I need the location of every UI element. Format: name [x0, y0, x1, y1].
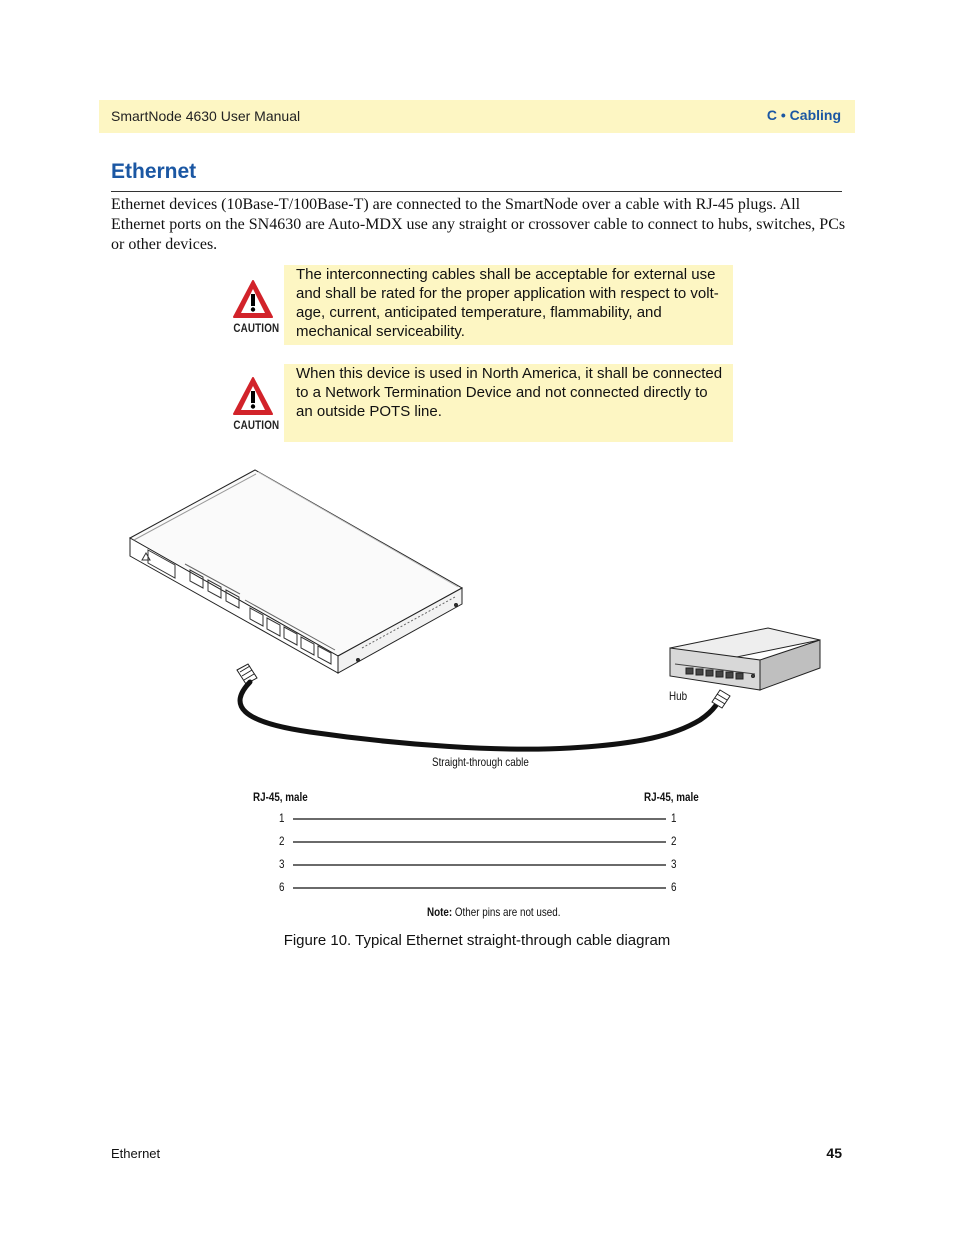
- left-pin-label: 3: [279, 857, 285, 871]
- section-title: Ethernet: [111, 160, 197, 183]
- title-rule: [111, 191, 842, 192]
- caution-text-box-2: [284, 364, 733, 442]
- hub-label: Hub: [669, 689, 688, 703]
- note-text: Other pins are not used.: [454, 905, 561, 919]
- right-pin-label: 2: [671, 834, 677, 848]
- right-pin-label: 6: [671, 880, 677, 894]
- caution-label: CAUTION: [233, 418, 280, 432]
- smartnode-device-illustration: [130, 470, 462, 673]
- running-header: [99, 100, 855, 133]
- chapter-section: C • Cabling: [766, 107, 841, 123]
- cable-illustration: [100, 460, 860, 930]
- body-paragraph: Ethernet devices (10Base-T/100Base-T) are connected to the SmartNode over a cable with RJ-45 plugs. All Ethernet ports on the SN4630 are Auto-MDX use any straight or crossover cable to connect to hubs, switches, PCs or other devices.: [111, 196, 846, 253]
- right-connector-label: RJ-45, male: [644, 790, 699, 804]
- figure-note: [427, 905, 560, 919]
- caution-notice-1: [229, 279, 280, 335]
- caution-label: CAUTION: [233, 321, 280, 335]
- rj45-plug-left: [237, 664, 257, 684]
- left-pin-label: 2: [279, 834, 285, 848]
- caution-text: When this device is used in North America, it shall be connected to a Network Termination Device and not connected directly to an outside POTS line.: [296, 365, 723, 420]
- cable-figure: [100, 460, 860, 930]
- left-connector-label: RJ-45, male: [253, 790, 308, 804]
- footer-section: Ethernet: [111, 1146, 161, 1161]
- caution-text-box-1: [284, 265, 733, 345]
- caution-triangle-icon: [232, 279, 274, 319]
- right-pin-label: 3: [671, 857, 677, 871]
- straight-through-cable: [240, 682, 720, 749]
- caution-notice-2: [229, 376, 280, 432]
- page-number: 45: [826, 1145, 842, 1161]
- caution-text: The interconnecting cables shall be acceptable for external use and shall be rated for the proper application with respect to volt-age, current, anticipated temperature, flammability, and mechanical serviceability.: [296, 266, 719, 340]
- right-pin-label: 1: [671, 811, 677, 825]
- left-pin-label: 1: [279, 811, 285, 825]
- figure-caption: Figure 10. Typical Ethernet straight-through cable diagram: [283, 932, 671, 949]
- note-prefix: Note:: [427, 905, 453, 919]
- hub-illustration: [670, 628, 820, 690]
- cable-label: Straight-through cable: [432, 755, 529, 769]
- caution-triangle-icon: [232, 376, 274, 416]
- manual-title: SmartNode 4630 User Manual: [111, 108, 301, 124]
- left-pin-label: 6: [279, 880, 285, 894]
